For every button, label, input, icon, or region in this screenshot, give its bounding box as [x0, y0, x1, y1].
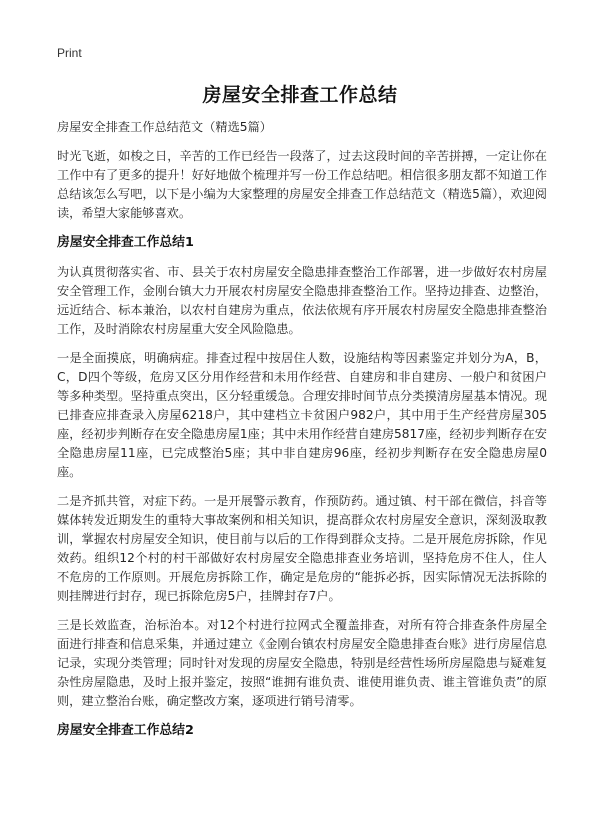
section1-paragraph-3: 二是齐抓共管，对症下药。一是开展警示教育，作预防药。通过镇、村干部在微信，抖音等媒体转发近期发生的重特大事故案例和相关知识，提高群众农村房屋安全意识，深刻汲取教训，掌握农村房屋安全知识，使目前与以后的工作得到群众支持。二是开展危房拆除，作见效药。组织12个村的村干部做好农村房屋安全隐患排查业务培训，坚持危房不住人，住人不危房的工作原则。开展危房拆除工作，确定是危房的“能拆必拆，因实际情况无法拆除的则挂牌进行封存，现已拆除危房5户，挂牌封存7户。 — [57, 494, 547, 603]
section1-paragraph-1: 为认真贯彻落实省、市、县关于农村房屋安全隐患排查整治工作部署，进一步做好农村房屋安全管理工作，金刚台镇大力开展农村房屋安全隐患排查整治工作。坚持边排查、边整治，远近结合、标本兼治，以农村自建房为重点，依法依规有序开展农村房屋安全隐患排查整治工作，及时消除农村房屋重大安全风险隐患。 — [57, 265, 547, 336]
document-subtitle: 房屋安全排查工作总结范文（精选5篇） — [57, 120, 272, 134]
page-title: 房屋安全排查工作总结 — [202, 84, 398, 106]
print-label[interactable]: Print — [57, 46, 82, 60]
intro-paragraph: 时光飞逝，如梭之日，辛苦的工作已经告一段落了，过去这段时间的辛苦拼搏，一定让你在工作中有了更多的提升！好好地做个梳理并写一份工作总结吧。相信很多朋友都不知道工作总结该怎么写吧，以下是小编为大家整理的房屋安全排查工作总结范文（精选5篇），欢迎阅读，希望大家能够喜欢。 — [57, 149, 547, 220]
document-body — [57, 118, 547, 751]
section1-paragraph-4: 三是长效监查，治标治本。对12个村进行拉网式全覆盖排查，对所有符合排查条件房屋全面进行排查和信息采集，并通过建立《金刚台镇农村房屋安全隐患排查台账》进行房屋信息记录，实现分类管理；同时针对发现的房屋安全隐患，特别是经营性场所房屋隐患与疑难复杂性房屋隐患，及时上报并鉴定，按照“谁拥有谁负责、谁使用谁负责、谁主管谁负责”的原则，建立整治台账，确定整改方案，逐项进行销号清零。 — [57, 618, 547, 708]
section-heading-2: 房屋安全排查工作总结2 — [57, 723, 194, 738]
section-heading-1: 房屋安全排查工作总结1 — [57, 235, 194, 250]
section1-paragraph-2: 一是全面摸底，明确病症。排查过程中按居住人数，设施结构等因素鉴定并划分为A，B，C，D四个等级，危房又区分用作经营和未用作经营、自建房和非自建房、一般户和贫困户等多种类型。坚持重点突出，区分轻重缓急。合理安排时间节点分类摸清房屋基本情况。现已排查应排查录入房屋6218户，其中建档立卡贫困户982户，其中用于生产经营房屋305座，经初步判断存在安全隐患房屋1座；其中未用作经营自建房5817座，经初步判断存在安全隐患房屋11座，已完成整治5座；其中非自建房96座，经初步判断存在安全隐患房屋0座。 — [57, 351, 547, 479]
